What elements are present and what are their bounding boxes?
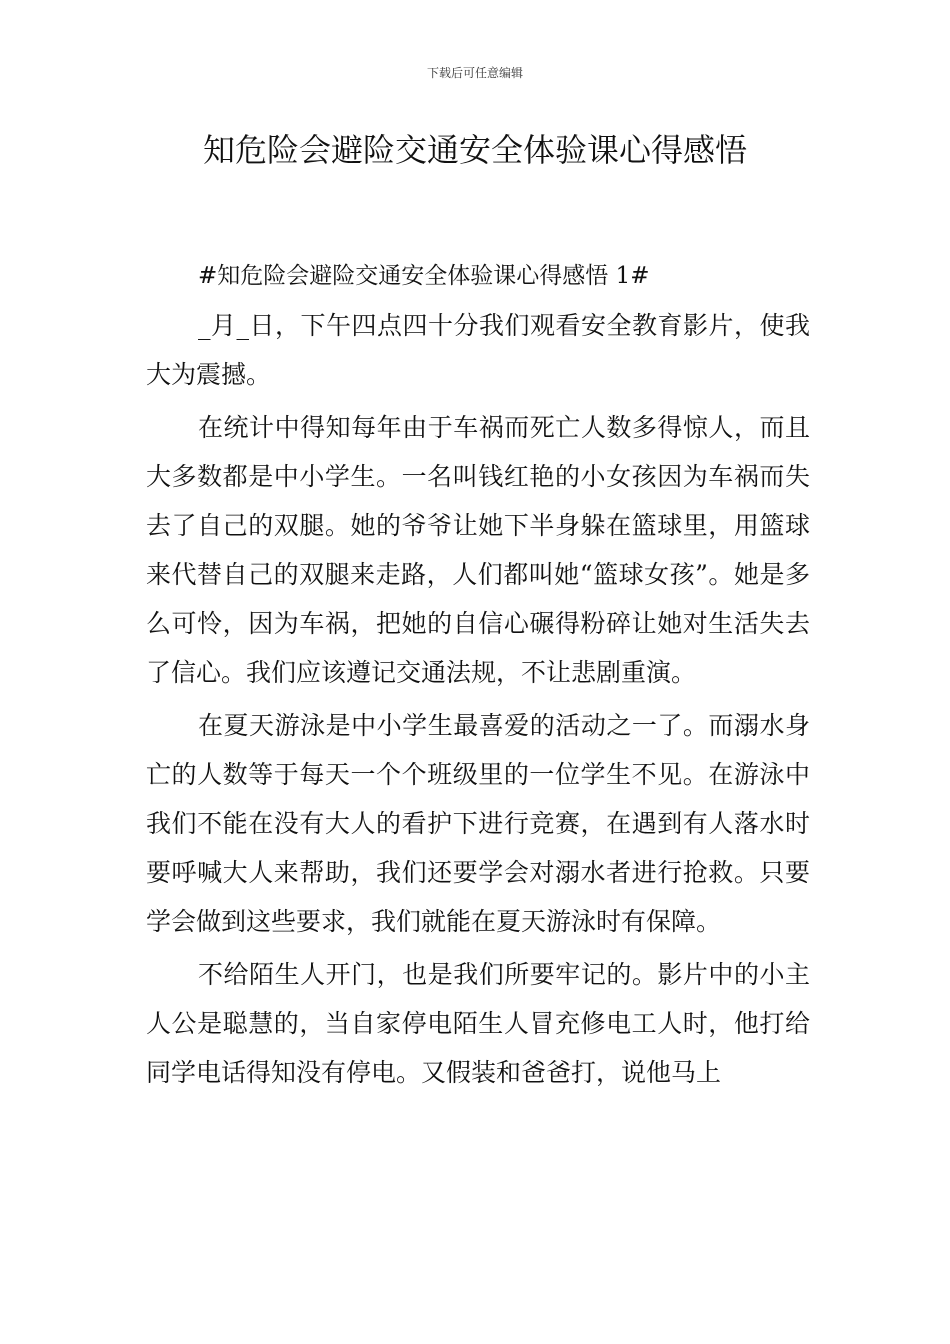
paragraph-3: 在夏天游泳是中小学生最喜爱的活动之一了。而溺水身亡的人数等于每天一个个班级里的一位学生不见。在游泳中我们不能在没有大人的看护下进行竞赛，在遇到有人落水时要呼喊大人来帮助，我们还要学会对溺水者进行抢救。只要学会做到这些要求，我们就能在夏天游泳时有保障。 [146, 711, 810, 936]
section-heading: #知危险会避险交通安全体验课心得感悟 1# [198, 263, 650, 289]
paragraph-2: 在统计中得知每年由于车祸而死亡人数多得惊人，而且大多数都是中小学生。一名叫钱红艳的小女孩因为车祸而失去了自己的双腿。她的爷爷让她下半身躲在篮球里，用篮球来代替自己的双腿来走路，人们都叫她“篮球女孩”。她是多么可怜，因为车祸，把她的自信心碾得粉碎让她对生活失去了信心。我们应该遵记交通法规，不让悲剧重演。 [146, 413, 810, 687]
paragraph-4: 不给陌生人开门，也是我们所要牢记的。影片中的小主人公是聪慧的，当自家停电陌生人冒充修电工人时，他打给同学电话得知没有停电。又假装和爸爸打，说他马上 [146, 960, 810, 1087]
document-title: 知危险会避险交通安全体验课心得感悟 [202, 131, 747, 169]
paragraph-1: _月_日，下午四点四十分我们观看安全教育影片，使我大为震撼。 [146, 311, 810, 389]
document-body [146, 252, 810, 1101]
header-note: 下载后可任意编辑 [426, 66, 523, 80]
